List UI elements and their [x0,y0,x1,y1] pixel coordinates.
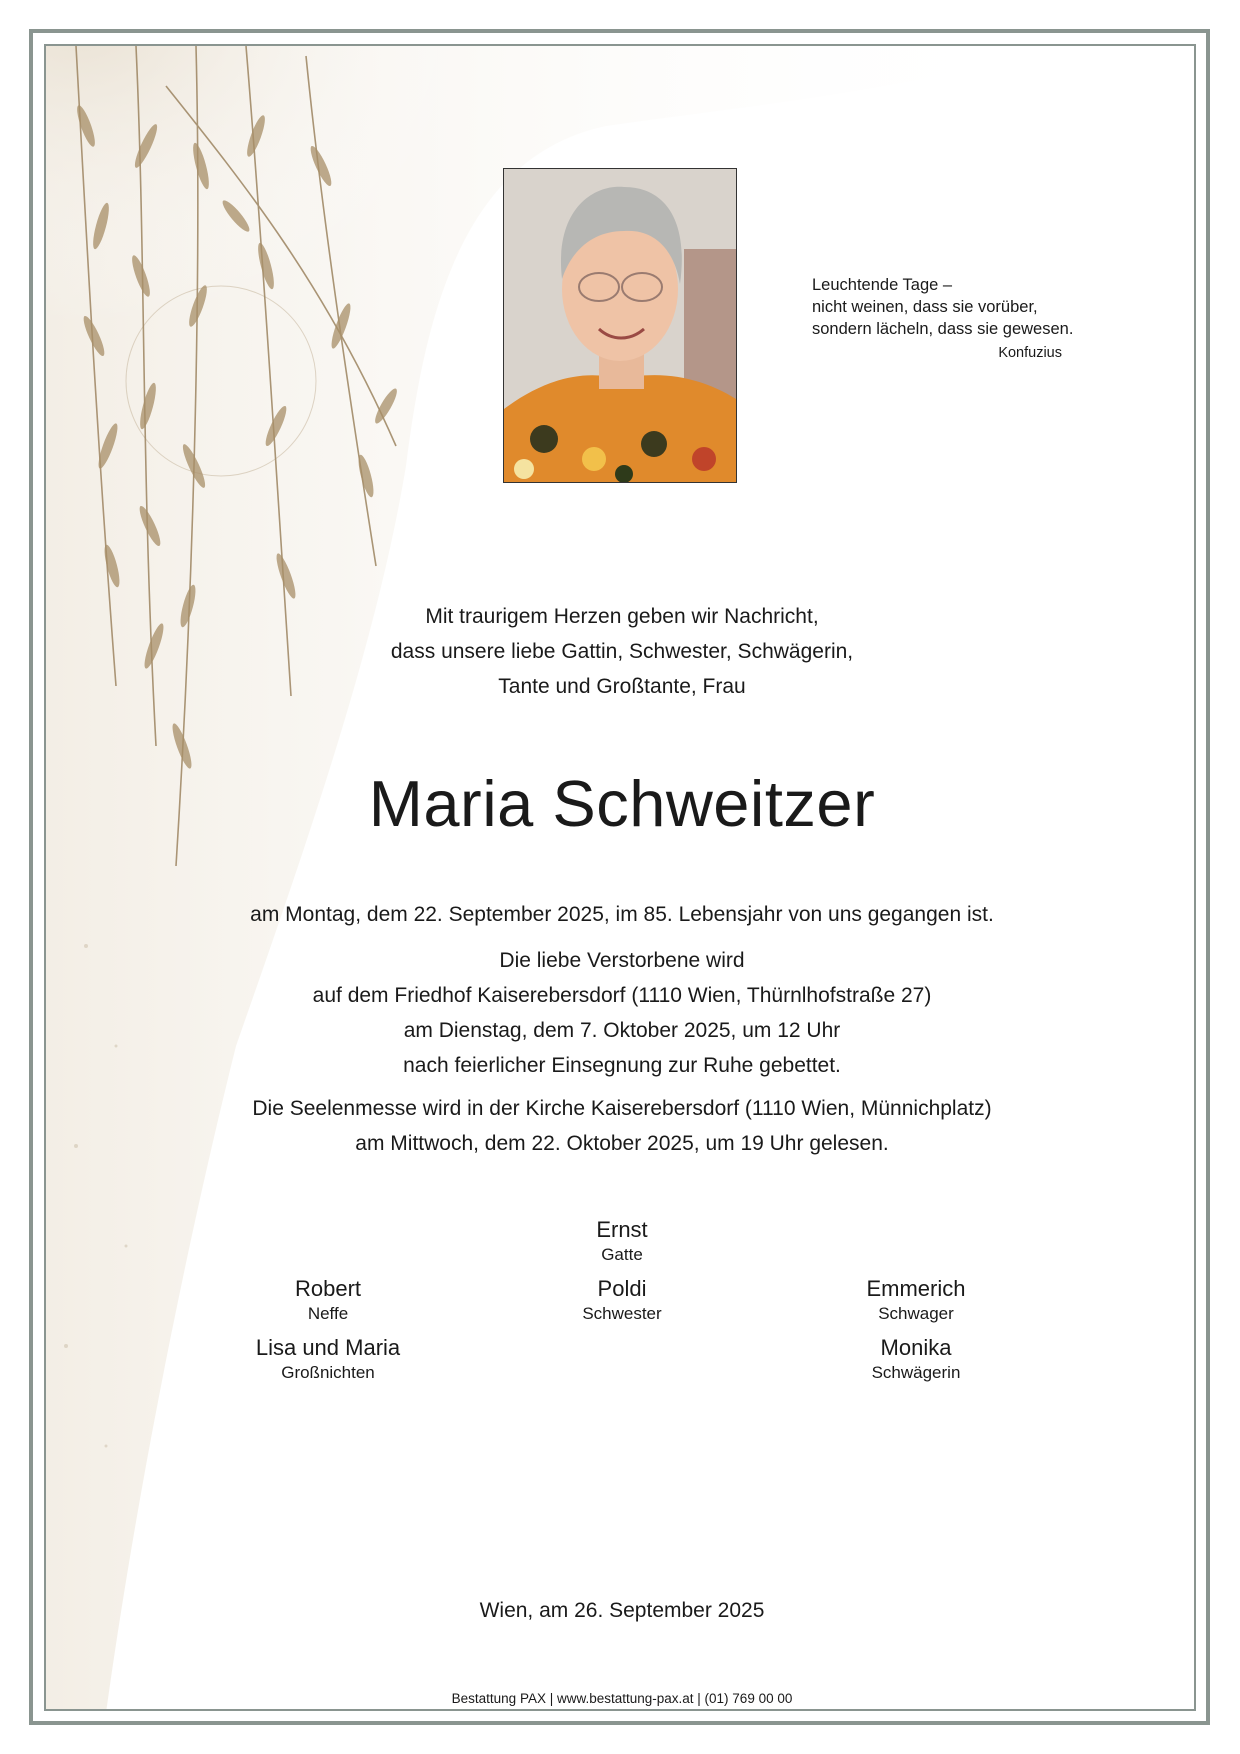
portrait-photo [503,168,737,483]
mourner-name: Monika [880,1335,952,1360]
mourner-relation: Schwager [878,1304,954,1323]
quote [812,274,1112,364]
burial-line: nach feierlicher Einsegnung zur Ruhe gebettet. [403,1054,841,1077]
mourner-name: Emmerich [866,1276,966,1301]
mourner-name: Poldi [597,1276,647,1301]
place-and-date: Wien, am 26. September 2025 [479,1599,765,1622]
mourner-name: Lisa und Maria [255,1335,401,1360]
quote-line: nicht weinen, dass sie vorüber, [812,298,1038,316]
quote-line: sondern lächeln, dass sie gewesen. [812,320,1074,338]
mourner-emmerich [766,1275,1066,1325]
mourner-name: Robert [294,1276,362,1301]
intro-line: dass unsere liebe Gattin, Schwester, Schwägerin, [390,640,854,663]
deceased-name: Maria Schweitzer [368,767,876,840]
mourner-relation: Schwester [582,1304,662,1323]
footer-contact: Bestattung PAX | www.bestattung-pax.at | (01) 769 00 00 [451,1691,793,1706]
burial-details [46,943,1196,1083]
mourner-relation: Gatte [601,1245,643,1264]
obituary-card [44,44,1196,1711]
mourner-relation: Großnichten [281,1363,375,1382]
mass-line: am Mittwoch, dem 22. Oktober 2025, um 19 Uhr gelesen. [355,1132,889,1155]
death-notice: am Montag, dem 22. September 2025, im 85. Lebensjahr von uns gegangen ist. [250,903,994,926]
mourner-lisa-und-maria [178,1334,478,1384]
mass-details [46,1091,1196,1161]
mourner-ernst [472,1216,772,1266]
mass-line: Die Seelenmesse wird in der Kirche Kaiserebersdorf (1110 Wien, Münnichplatz) [252,1097,992,1120]
mourner-robert [178,1275,478,1325]
intro-line: Tante und Großtante, Frau [498,675,746,698]
burial-line: auf dem Friedhof Kaiserebersdorf (1110 Wien, Thürnlhofstraße 27) [312,984,932,1007]
burial-line: Die liebe Verstorbene wird [499,949,745,972]
mourner-poldi [472,1275,772,1325]
mourner-relation: Schwägerin [871,1363,961,1382]
mourner-relation: Neffe [307,1304,349,1323]
quote-author: Konfuzius [998,345,1062,361]
intro-line: Mit traurigem Herzen geben wir Nachricht, [425,605,819,628]
mourner-name: Ernst [596,1217,648,1242]
burial-line: am Dienstag, dem 7. Oktober 2025, um 12 Uhr [403,1019,841,1042]
quote-line: Leuchtende Tage – [812,276,953,294]
mourner-monika [766,1334,1066,1384]
intro-text [46,599,1196,704]
